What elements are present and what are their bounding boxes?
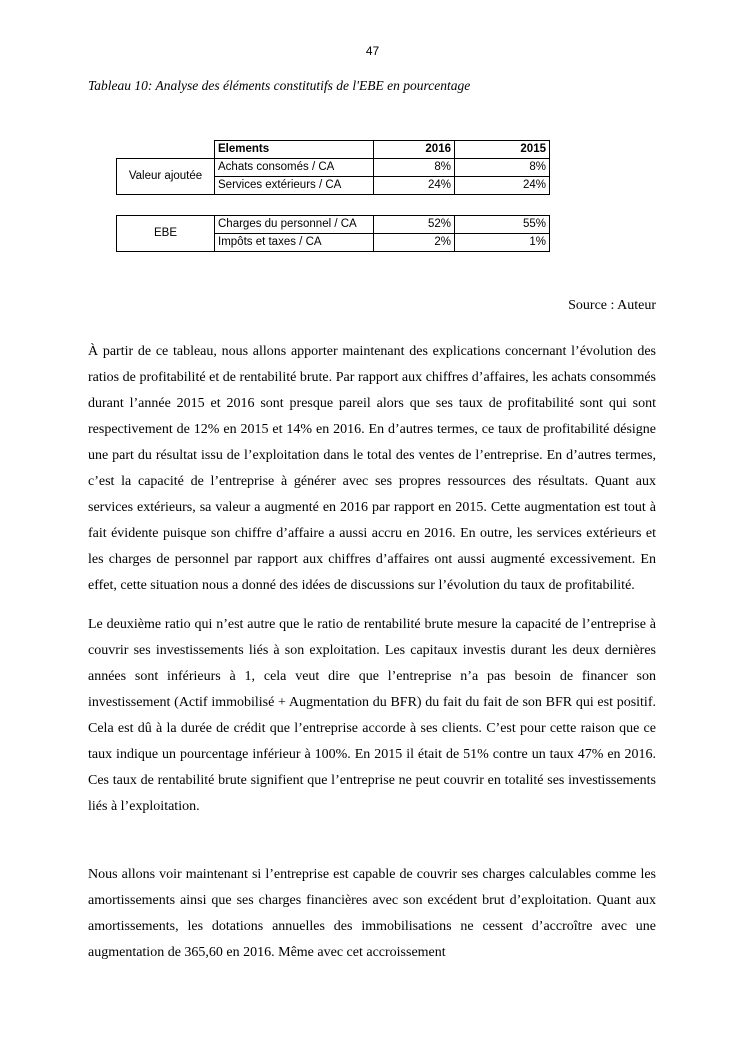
source-note: Source : Auteur	[568, 298, 656, 313]
table-cell-2015: 24%	[455, 177, 550, 195]
table-header-2016: 2016	[374, 141, 455, 159]
paragraph-1: À partir de ce tableau, nous allons apporter maintenant des explications concernant l’évolution des ratios de profitabilité et de rentabilité brute. Par rapport aux chiffres d’affaires, les achats consommés durant l’année 2015 et 2016 sont presque pareil alors que ses taux de profitabilité sont qui sont respectivement de 12% en 2015 et 14% en 2016. En d’autres termes, ce taux de profitabilité désigne une part du résultat issu de l’exploitation dans le total des ventes de l’entreprise. En d’autres termes, c’est la capacité de l’entreprise à générer avec ses propres ressources des résultats. Quant aux services extérieurs, sa valeur a augmenté en 2016 par rapport en 2015. Cette augmentation est tout à fait évidente puisque son chiffre d’affaire a aussi accru en 2016. En outre, les services extérieurs et les charges de personnel par rapport aux chiffres d’affaires ont aussi augmenté excessivement. En effet, cette situation nous a donné des idées de discussions sur l’évolution du taux de profitabilité.	[88, 344, 656, 593]
table-header-2015: 2015	[455, 141, 550, 159]
table-cell-element: Achats consomés / CA	[215, 159, 374, 177]
table-cell-2016: 8%	[374, 159, 455, 177]
paragraph-3: Nous allons voir maintenant si l’entreprise est capable de couvrir ses charges calculables comme les amortissements ainsi que ses charges financières avec son excédent brut d’exploitation. Quant aux amortissements, les dotations annuelles des immobilisations ne cessent d’accroître avec une augmentation de 365,60 en 2016. Même avec cet accroissement	[88, 867, 656, 960]
paragraph-2: Le deuxième ratio qui n’est autre que le ratio de rentabilité brute mesure la capacité de l’entreprise à couvrir ses investissements liés à son exploitation. Les capitaux investis durant les deux dernières années sont inférieurs à 1, cela veut dire que l’entreprise n’a pas besoin de financer son investissement (Actif immobilisé + Augmentation du BFR) du fait du fait de son BFR qui est positif. Cela est dû à la durée de crédit que l’entreprise accorde à ses clients. C’est pour cette raison que ce taux indique un pourcentage inférieur à 100%. En 2015 il était de 51% contre un taux 47% en 2016. Ces taux de rentabilité brute signifient que l’entreprise ne peut couvrir en totalité ses investissements liés à l’exploitation.	[88, 617, 656, 814]
table-cell-2016: 52%	[374, 216, 455, 234]
table-cell-2015: 55%	[455, 216, 550, 234]
table-header-row	[117, 141, 550, 159]
table-header-elements: Elements	[215, 141, 374, 159]
table-cell-2015: 8%	[455, 159, 550, 177]
ratio-table-valeur-ajoutee	[116, 140, 550, 195]
table-cell-element: Impôts et taxes / CA	[215, 234, 374, 252]
table-cell-element: Charges du personnel / CA	[215, 216, 374, 234]
ratio-table-ebe	[116, 215, 550, 252]
table-header-blank	[117, 141, 215, 159]
group-label-valeur-ajoutee: Valeur ajoutée	[117, 159, 215, 195]
page-number: 47	[365, 44, 380, 58]
group-label-ebe: EBE	[117, 216, 215, 252]
table-cell-2016: 24%	[374, 177, 455, 195]
table-cell-2016: 2%	[374, 234, 455, 252]
table-row	[117, 216, 550, 234]
table-caption: Tableau 10: Analyse des éléments constitutifs de l'EBE en pourcentage	[88, 78, 471, 93]
table-cell-element: Services extérieurs / CA	[215, 177, 374, 195]
table-cell-2015: 1%	[455, 234, 550, 252]
table-row	[117, 159, 550, 177]
